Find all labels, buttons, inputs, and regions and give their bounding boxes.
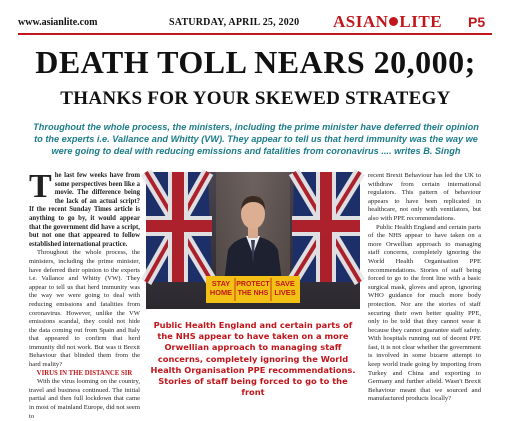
sign-line: PROTECT (236, 281, 270, 288)
pull-quote: Public Health England and certain parts of the NHS appear to have taken on a more Orwellian approach to managing staff concerns, completely ignoring the World Health Organisation PPE recommendations. Stories of staff being forced to go to the front (150, 320, 356, 398)
union-flag-right (292, 172, 360, 282)
sign-line: SAVE (275, 279, 295, 288)
article-column-right (368, 172, 481, 403)
masthead (0, 0, 511, 40)
logo-dot-icon (389, 17, 398, 26)
union-flag-left (146, 172, 212, 282)
sign-save-lives (274, 279, 295, 297)
standfirst: Throughout the whole process, the ministers, including the prime minister have deferred their opinion to the experts i.e. Vallance and Whitty (VW). They appear to tell us that herd immunity was the way we were going to deal with reducing emissions and fatalities from coronavirus .... writes B. Singh (33, 122, 479, 156)
site-url[interactable]: www.asianlite.com (18, 17, 98, 28)
article-column-left (29, 168, 140, 420)
sign-line: LIVES (274, 288, 296, 297)
press-briefing-photo (146, 172, 360, 309)
sign-line: HOME (209, 288, 233, 297)
logo-word-lite: LITE (399, 12, 443, 31)
article-intro (29, 168, 140, 249)
sign-line: THE NHS (237, 290, 269, 297)
article-photo (146, 172, 360, 309)
masthead-divider (18, 33, 492, 35)
issue-date: SATURDAY, APRIL 25, 2020 (169, 17, 300, 28)
subheadline: THANKS FOR YOUR SKEWED STRATEGY (60, 88, 451, 109)
body-paragraph: Public Health England and certain parts of the NHS appear to have taken on a more Orwellian approach to managing staff concerns, completely ignoring the World Health Organisation PPE recommendations. Stories of staff being forced to go to the front line with a basic surgical mask, gloves and apron, ignoring WHO guidance for much more body protection. Nor are the stories of staff securing their own better quality PPE, only to be told that they cannot wear it because they cannot guarantee staff safety. With hospitals running out of decent PPE fast, it is not clear whether the government is involved in some bizarre attempt to keep world trade going by importing from Turkey and China and exporting to Germany and further afield. Wasn't Brexit Behaviour meant that we sourced and manufactured products locally? (368, 223, 481, 403)
headline: DEATH TOLL NEARS 20,000; (35, 44, 476, 80)
intro-text: he last few weeks have from some perspectives been like a movie. The difference being the lack of an actual script? If the recent Sunday Times article is anything to go by, it would appear that the government did have a script, but not one that appeared to follow established international practice. (29, 172, 140, 248)
sign-stay-home (210, 279, 232, 297)
drop-cap: T (29, 168, 52, 205)
body-paragraph: With the virus looming on the country, travel and business continued. The initial partial and then full lockdown that came in most of mainland Europe, did not seem to (29, 378, 140, 420)
asian-lite-logo (333, 12, 442, 32)
body-paragraph: recent Brexit Behaviour has led the UK to withdraw from certain international regulators. This pattern of behaviour appears to have been replicated in healthcare, not only with ventilators, but also with PPE recommendations. (368, 172, 481, 222)
column-subhead: VIRUS IN THE DISTANCE SIR (36, 369, 133, 377)
page-number: P5 (468, 14, 486, 30)
sign-line: STAY (211, 279, 231, 288)
body-paragraph: Throughout the whole process, the ministers, including the prime minister, have deferred their opinion to the experts i.e. Vallance and Whitty (VW). They appear to tell us that herd immunity was the way we were going to deal with reducing emissions and fatalities from coronavirus. However, unlike the VW emissions scandal, they could not hide the data coming out from Spain and Italy that appeared to confirm that herd immunity did not work. But was it Brexit Behaviour that blinded them from the hard reality? (29, 249, 140, 369)
logo-word-asian: ASIAN (333, 12, 389, 31)
